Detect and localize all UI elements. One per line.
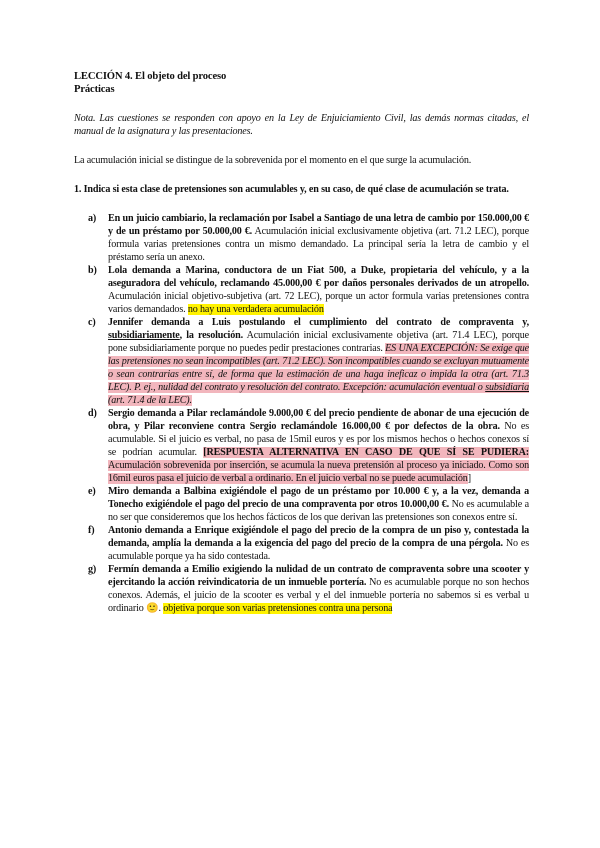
statement-part: Jennifer demanda a Luis postulando el cumplimiento del contrato de compraventa y,: [108, 317, 529, 328]
pink-highlight-heading: [RESPUESTA ALTERNATIVA EN CASO DE QUE SÍ SE PUDIERA:: [203, 447, 529, 458]
item-label: b): [88, 265, 97, 276]
pink-highlight: Acumulación sobrevenida por inserción, se acumula la nueva pretensión al proceso ya iniciado. Como son 16mil euros pasa el juicio de verbal a ordinario. En el juicio verbal no se puede acumulación: [108, 460, 529, 484]
question-1: 1. Indica si esta clase de pretensiones son acumulables y, en su caso, de qué clase de acumulación se trata.: [74, 184, 509, 195]
smiley-icon: 🙂: [146, 603, 159, 614]
list-item-f: [74, 524, 529, 563]
list-item-e: [74, 485, 529, 524]
list-item-a: [74, 212, 529, 264]
item-label: f): [88, 525, 95, 536]
item-label: e): [88, 486, 96, 497]
statement-part: , la resolución.: [179, 330, 243, 341]
answer-list: [74, 212, 529, 615]
item-label: d): [88, 408, 97, 419]
item-label: a): [88, 213, 97, 224]
item-statement: Antonio demanda a Enrique exigiéndole el pago del precio de la compra de un piso y, contestada la demanda, amplía la demanda a la exigencia del pago del precio de la compra de una pérgola.: [108, 525, 529, 549]
item-answer: Acumulación inicial exclusivamente objetiva (art. 71.4 LEC), porque pone subsidiariamente porque no puedes pedir prestaciones contrarias.: [108, 330, 530, 354]
list-item-c: [74, 316, 529, 407]
item-statement: Lola demanda a Marina, conductora de un Fiat 500, a Duke, propietaria del vehículo, y a la aseguradora del vehículo, reclamando 45.000,00 € por daños personales derivados de un atropello.: [108, 265, 529, 289]
item-statement: Miro demanda a Balbina exigiéndole el pago de un préstamo por 10.000 € y, a la vez, demanda a Tonecho exigiéndole el pago del precio de una compraventa por otros 10.000,00 €.: [108, 486, 529, 510]
pink-highlight: (art. 71.4 de la LEC).: [108, 395, 192, 406]
item-answer: No es acumulable porque no son hechos conexos. Además, el juicio de la scooter es verbal y el del inmueble portería no sabemos si es verbal u ordinario: [108, 577, 530, 614]
item-statement: Fermín demanda a Emilio exigiendo la nulidad de un contrato de compraventa sobre una scooter y ejercitando la acción reivindicatoria de un inmueble portería.: [108, 564, 529, 588]
list-item-g: [74, 563, 529, 615]
pink-highlight-underlined: subsidiaria: [485, 382, 529, 393]
list-item-b: [74, 264, 529, 316]
closing-bracket: ]: [467, 473, 471, 484]
pink-highlight: ES UNA EXCEPCIÓN: Se exige que las pretensiones no sean incompatibles (art. 71.2 LEC). Son incompatibles cuando se excluyan mutuamente o sean contrarias entre sí, de forma que la estimación de una haga ineficaz o impida la otra (art. 71.3 LEC). P. ej., nulidad del contrato y resolución del contrato. Excepción: acumulación eventual o: [108, 343, 529, 393]
list-item-d: [74, 407, 529, 485]
item-statement: Sergio demanda a Pilar reclamándole 9.000,00 € del precio pendiente de abonar de una ejecución de obra, y Pilar reconviene contra Sergio reclamándole 16.000,00 € por defectos de la obra.: [108, 408, 529, 432]
item-answer: No es acumulable. Si el juicio es verbal, no pasa de 15mil euros y es por los mismos hechos o hechos conexos sí se podrían acumular.: [108, 421, 529, 458]
yellow-highlight: no hay una verdadera acumulación: [187, 304, 324, 315]
item-answer: No es acumulable porque ya ha sido contestada.: [108, 538, 529, 562]
lesson-title: LECCIÓN 4. El objeto del proceso: [74, 71, 227, 82]
yellow-highlight: objetiva porque son varias pretensiones contra una persona: [163, 603, 393, 614]
item-label: c): [88, 317, 96, 328]
item-answer: No es acumulable a no ser que consideremos que los hechos fácticos de los que derivan las pretensiones son conexos entre sí.: [108, 499, 530, 523]
item-answer-tail: .: [158, 603, 164, 614]
intro-paragraph: La acumulación inicial se distingue de la sobrevenida por el momento en el que surge la acumulación.: [74, 155, 472, 166]
item-label: g): [88, 564, 97, 575]
statement-underlined: subsidiariamente: [108, 330, 180, 341]
item-answer: Acumulación inicial exclusivamente objetiva (art. 71.2 LEC), porque formula varias pretensiones contra un mismo demandado. La principal sería la letra de cambio y el préstamo sería un anexo.: [108, 226, 530, 263]
lesson-subtitle: Prácticas: [74, 84, 115, 95]
note-paragraph: Nota. Las cuestiones se responden con apoyo en la Ley de Enjuiciamiento Civil, las demás normas citadas, el manual de la asignatura y las presentaciones.: [74, 113, 529, 137]
item-answer: Acumulación inicial objetivo-subjetiva (art. 72 LEC), porque un actor formula varias pretensiones contra varios demandados.: [108, 291, 529, 315]
item-statement: En un juicio cambiario, la reclamación por Isabel a Santiago de una letra de cambio por 150.000,00 € y de un préstamo por 50.000,00 €.: [108, 213, 529, 237]
document-page: [74, 70, 529, 615]
